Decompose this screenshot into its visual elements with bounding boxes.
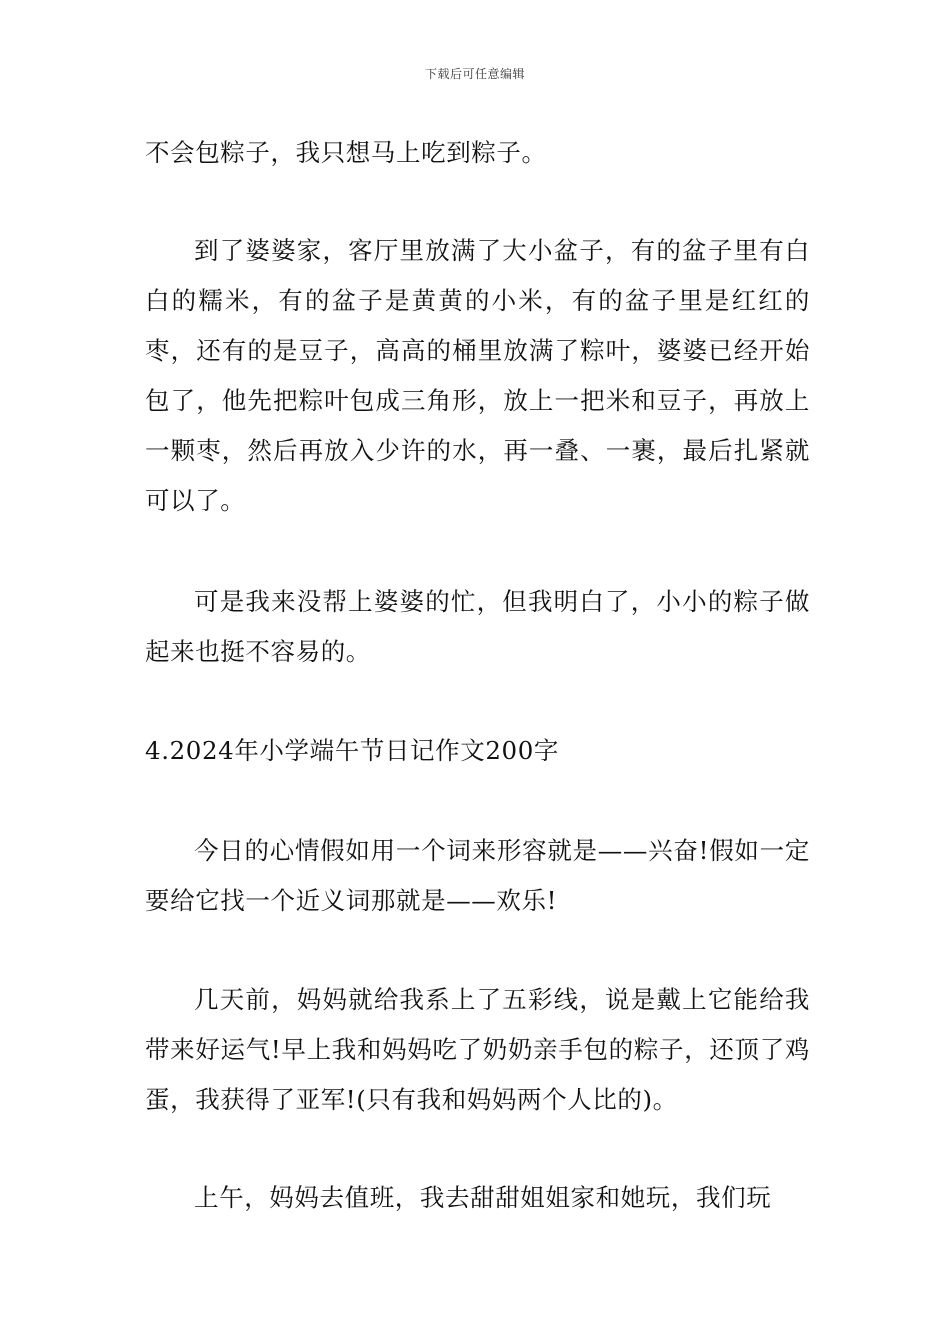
section-heading	[145, 726, 810, 776]
heading-text: 4.2024年小学端午节日记作文200字	[145, 736, 559, 765]
paragraph-five-color-thread	[145, 975, 810, 1125]
page-header: 下载后可任意编辑	[424, 67, 525, 81]
paragraph-grandma-house	[145, 226, 810, 526]
paragraph-text: 可是我来没帮上婆婆的忙，但我明白了，小小的粽子做起来也挺不容易的。	[145, 587, 810, 666]
paragraph-text: 到了婆婆家，客厅里放满了大小盆子，有的盆子里有白白的糯米，有的盆子是黄黄的小米，有的盆子里是红红的枣，还有的是豆子，高高的桶里放满了粽叶，婆婆已经开始包了，他先把粽叶包成三角形，放上一把米和豆子，再放上一颗枣，然后再放入少许的水，再一叠、一裹，最后扎紧就可以了。	[145, 236, 810, 515]
paragraph-conclusion	[145, 577, 810, 677]
paragraph-morning	[145, 1173, 810, 1223]
paragraph-text: 不会包粽子，我只想马上吃到粽子。	[145, 138, 547, 167]
paragraph-mood	[145, 826, 810, 926]
paragraph-text: 几天前，妈妈就给我系上了五彩线，说是戴上它能给我带来好运气!早上我和妈妈吃了奶奶亲手包的粽子，还顶了鸡蛋，我获得了亚军!(只有我和妈妈两个人比的)。	[145, 985, 810, 1114]
paragraph-text: 今日的心情假如用一个词来形容就是——兴奋!假如一定要给它找一个近义词那就是——欢乐!	[145, 836, 810, 915]
paragraph-continuation	[145, 128, 810, 178]
paragraph-text: 上午，妈妈去值班，我去甜甜姐姐家和她玩，我们玩	[194, 1183, 772, 1212]
